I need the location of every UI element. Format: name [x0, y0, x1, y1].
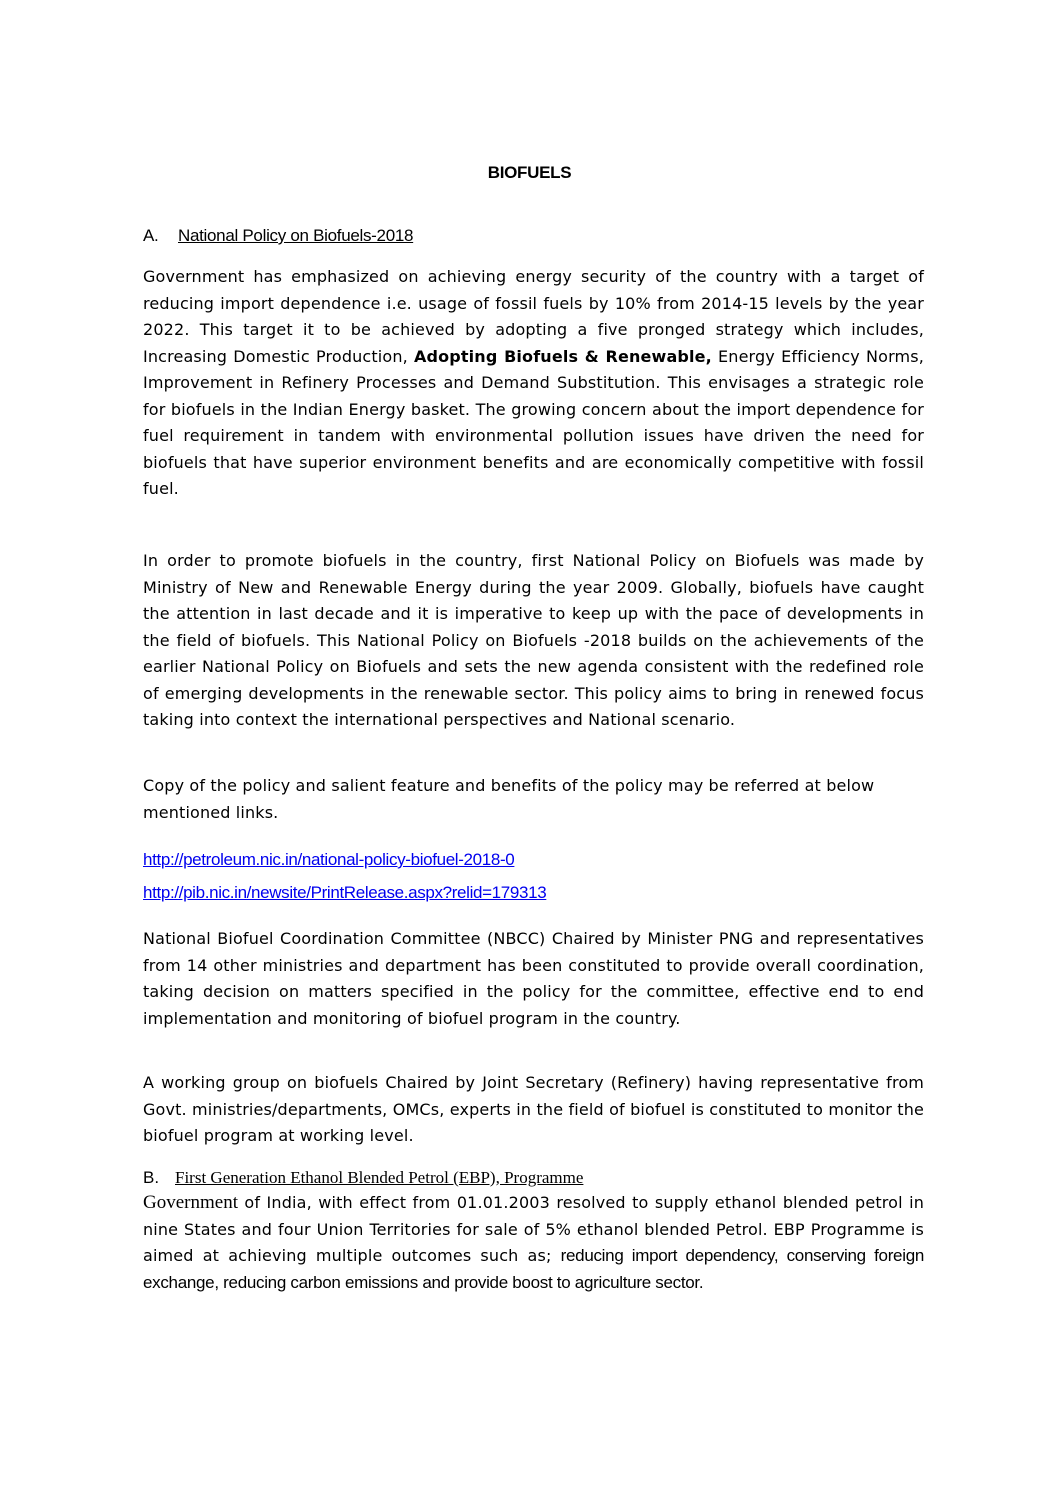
section-b-paragraph-1: [143, 1190, 924, 1296]
paragraph-bold-text: Adopting Biofuels & Renewable,: [413, 346, 712, 366]
policy-link[interactable]: http://petroleum.nic.in/national-policy-biofuel-2018-0: [143, 850, 515, 869]
paragraph-text: Energy Efficiency Norms, Improvement in Refinery Processes and Demand Substitution. This envisages a strategic role for biofuels in the Indian Energy basket. The growing concern about the import dependence for fuel requirement in tandem with environmental pollution issues have driven the need for biofuels that have superior environment benefits and are economically competitive with fossil fuel.: [143, 346, 924, 498]
paragraph-text: reducing import dependency, conserving foreign exchange, reducing carbon emissions and provide boost to agriculture sector.: [143, 1246, 924, 1292]
section-b-heading: [143, 1168, 583, 1188]
paragraph-lead-word: Government: [143, 1192, 238, 1213]
section-a-paragraph-2: In order to promote biofuels in the country, first National Policy on Biofuels was made by Ministry of New and Renewable Energy during the year 2009. Globally, biofuels have caught the attention in last decade and it is imperative to keep up with the pace of developments in the field of biofuels. This National Policy on Biofuels -2018 builds on the achievements of the earlier National Policy on Biofuels and sets the new agenda consistent with the redefined role of emerging developments in the renewable sector. This policy aims to bring in renewed focus taking into context the international perspectives and National scenario.: [143, 551, 924, 729]
paragraph-text: Government has emphasized on achieving energy security of the country with a target of reducing import dependence i.e. usage of fossil fuels by 10% from 2014-15 levels by the year 2022. This target it to be achieved by adopting a five pronged strategy which includes, Increasing Domestic Production,: [143, 267, 924, 366]
document-title: BIOFUELS: [487, 163, 572, 182]
section-a-paragraph-4: National Biofuel Coordination Committee (NBCC) Chaired by Minister PNG and representatives from 14 other ministries and department has been constituted to provide overall coordination, taking decision on matters specified in the policy for the committee, effective end to end implementation and monitoring of biofuel program in the country.: [143, 929, 924, 1028]
press-release-link[interactable]: http://pib.nic.in/newsite/PrintRelease.aspx?relid=179313: [143, 883, 547, 902]
section-a-title: National Policy on Biofuels-2018: [178, 226, 414, 245]
section-b-title: First Generation Ethanol Blended Petrol (EBP), Programme: [175, 1168, 584, 1187]
section-a-paragraph-5: A working group on biofuels Chaired by Joint Secretary (Refinery) having representative from Govt. ministries/departments, OMCs, experts in the field of biofuel is constituted to monitor the biofuel program at working level.: [143, 1073, 924, 1145]
paragraph-text: of India, with effect from 01.01.2003 resolved to supply ethanol blended petrol in nine States and four Union Territories for sale of 5% ethanol blended Petrol. EBP Programme is aimed at achieving multiple outcomes such as;: [143, 1193, 924, 1265]
section-a-heading: [143, 226, 413, 246]
section-a-paragraph-3: Copy of the policy and salient feature and benefits of the policy may be referred at below mentioned links.: [143, 776, 875, 822]
section-a-number: A.: [143, 226, 159, 245]
section-a-paragraph-1: [143, 264, 924, 503]
section-b-number: B.: [143, 1168, 160, 1187]
